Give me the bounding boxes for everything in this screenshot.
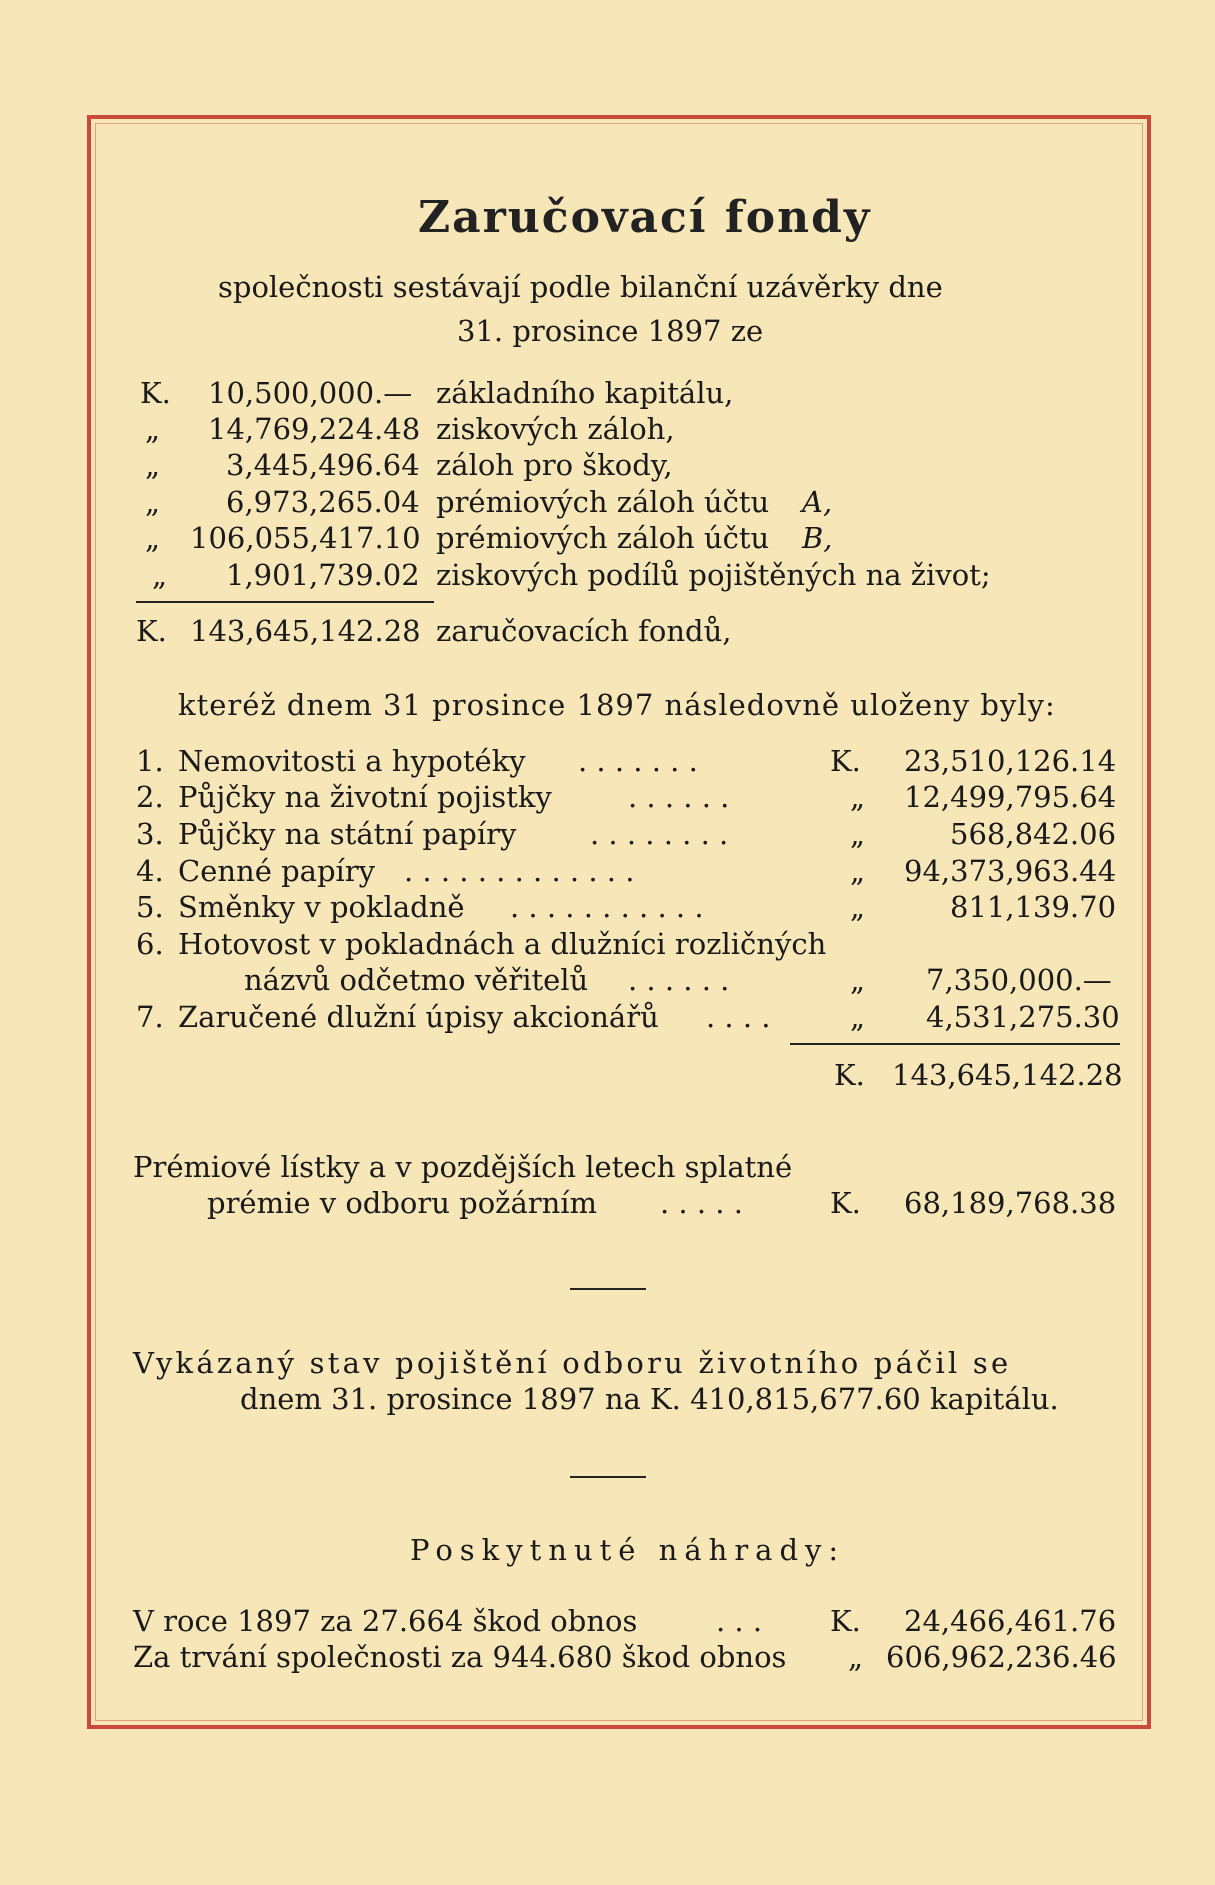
compensation-row-1-label: V roce 1897 za 27.664 škod obnos <box>133 1604 638 1638</box>
placement-dots: . . . . . . . . . . . . . <box>404 854 635 888</box>
insurance-line-2: dnem 31. prosince 1897 na K. 410,815,677.60 kapitálu. <box>240 1382 1059 1416</box>
placement-num: 2. <box>136 780 164 814</box>
placement-num: 5. <box>136 890 164 924</box>
subtitle-line-1: společnosti sestávají podle bilanční uzávěrky dne <box>218 270 943 304</box>
component-desc: prémiových záloh účtu <box>436 485 770 519</box>
component-amount: 3,445,496.64 <box>226 448 420 482</box>
placements-sum-rule <box>790 1043 1120 1045</box>
placement-num: 4. <box>136 854 164 888</box>
compensation-row-2-currency: „ <box>848 1640 864 1674</box>
placement-currency: „ <box>850 1000 866 1034</box>
placement-amount: 811,139.70 <box>950 890 1117 924</box>
component-desc: základního kapitálu, <box>436 376 734 410</box>
placement-amount: 94,373,963.44 <box>904 854 1117 888</box>
placement-currency: „ <box>850 890 866 924</box>
placements-total-currency: K. <box>834 1058 865 1092</box>
component-prefix: „ <box>145 448 161 482</box>
component-desc: záloh pro škody, <box>436 448 673 482</box>
compensation-row-2-label: Za trvání společnosti za 944.680 škod obnos <box>133 1640 787 1674</box>
placement-label: Nemovitosti a hypotéky <box>178 744 526 778</box>
compensations-heading: Poskytnuté náhrady: <box>410 1533 846 1567</box>
placement-num: 6. <box>136 927 164 961</box>
compensation-row-1-currency: K. <box>830 1604 861 1638</box>
placement-label: Zaručené dlužní úpisy akcionářů <box>178 1000 659 1034</box>
premium-line-1: Prémiové lístky a v pozdějších letech splatné <box>133 1150 793 1184</box>
component-desc: ziskových podílů pojištěných na život; <box>436 558 991 592</box>
component-amount: 14,769,224.48 <box>208 412 421 446</box>
placement-dots: . . . . . . . . <box>590 817 729 851</box>
placement-amount: 23,510,126.14 <box>904 744 1117 778</box>
placement-dots: . . . . <box>706 1000 771 1034</box>
premium-amount: 68,189,768.38 <box>904 1186 1117 1220</box>
placement-label: Půjčky na životní pojistky <box>178 780 552 814</box>
placement-amount: 7,350,000.— <box>926 963 1112 997</box>
component-prefix: „ <box>145 521 161 555</box>
placement-currency: K. <box>830 744 861 778</box>
placement-amount: 568,842.06 <box>950 817 1117 851</box>
premium-currency: K. <box>830 1186 861 1220</box>
compensation-row-1-dots: . . . <box>716 1604 763 1638</box>
total-prefix: K. <box>136 614 167 648</box>
section-divider <box>570 1288 646 1290</box>
placement-currency: „ <box>850 780 866 814</box>
component-amount: 1,901,739.02 <box>226 558 420 592</box>
component-desc: prémiových záloh účtu <box>436 521 770 555</box>
placement-num: 7. <box>136 1000 164 1034</box>
component-amount: 10,500,000.— <box>208 376 413 410</box>
placement-dots: . . . . . . <box>628 780 730 814</box>
component-account-tag: A, <box>802 485 833 519</box>
placement-label: Cenné papíry <box>178 854 376 888</box>
total-amount: 143,645,142.28 <box>190 614 421 648</box>
placement-label: Půjčky na státní papíry <box>178 817 517 851</box>
placement-dots: . . . . . . <box>628 963 730 997</box>
placement-currency: „ <box>850 963 866 997</box>
placements-total-amount: 143,645,142.28 <box>892 1058 1123 1092</box>
component-prefix: „ <box>152 558 168 592</box>
component-amount: 106,055,417.10 <box>190 521 421 555</box>
placement-label: Směnky v pokladně <box>178 890 465 924</box>
placement-num: 3. <box>136 817 164 851</box>
compensation-row-1-amount: 24,466,461.76 <box>904 1604 1117 1638</box>
compensation-row-2-amount: 606,962,236.46 <box>886 1640 1117 1674</box>
placement-num: 1. <box>136 744 164 778</box>
component-desc: ziskových záloh, <box>436 412 675 446</box>
premium-line-2: prémie v odboru požárním <box>207 1186 598 1220</box>
subtitle-line-2: 31. prosince 1897 ze <box>457 314 764 348</box>
placement-amount: 4,531,275.30 <box>926 1000 1120 1034</box>
component-account-tag: B, <box>802 521 833 555</box>
section-divider <box>570 1476 646 1478</box>
placement-currency: „ <box>850 817 866 851</box>
page-title: Zaručovací fondy <box>418 192 872 243</box>
premium-dots: . . . . . <box>660 1186 743 1220</box>
component-prefix: „ <box>145 412 161 446</box>
placement-intro: kteréž dnem 31 prosince 1897 následovně uloženy byly: <box>178 688 1056 722</box>
component-prefix: K. <box>140 376 171 410</box>
component-prefix: „ <box>145 485 161 519</box>
total-desc: zaručovacích fondů, <box>436 614 732 648</box>
placement-currency: „ <box>850 854 866 888</box>
placement-dots: . . . . . . . <box>578 744 698 778</box>
sum-rule <box>136 601 434 603</box>
component-amount: 6,973,265.04 <box>226 485 420 519</box>
placement-label-cont: názvů odčetmo věřitelů <box>244 963 589 997</box>
placement-label: Hotovost v pokladnách a dlužníci rozličných <box>178 927 827 961</box>
placement-dots: . . . . . . . . . . . <box>510 890 704 924</box>
insurance-line-1: Vykázaný stav pojištění odboru životního páčil se <box>133 1346 1012 1380</box>
placement-amount: 12,499,795.64 <box>904 780 1117 814</box>
